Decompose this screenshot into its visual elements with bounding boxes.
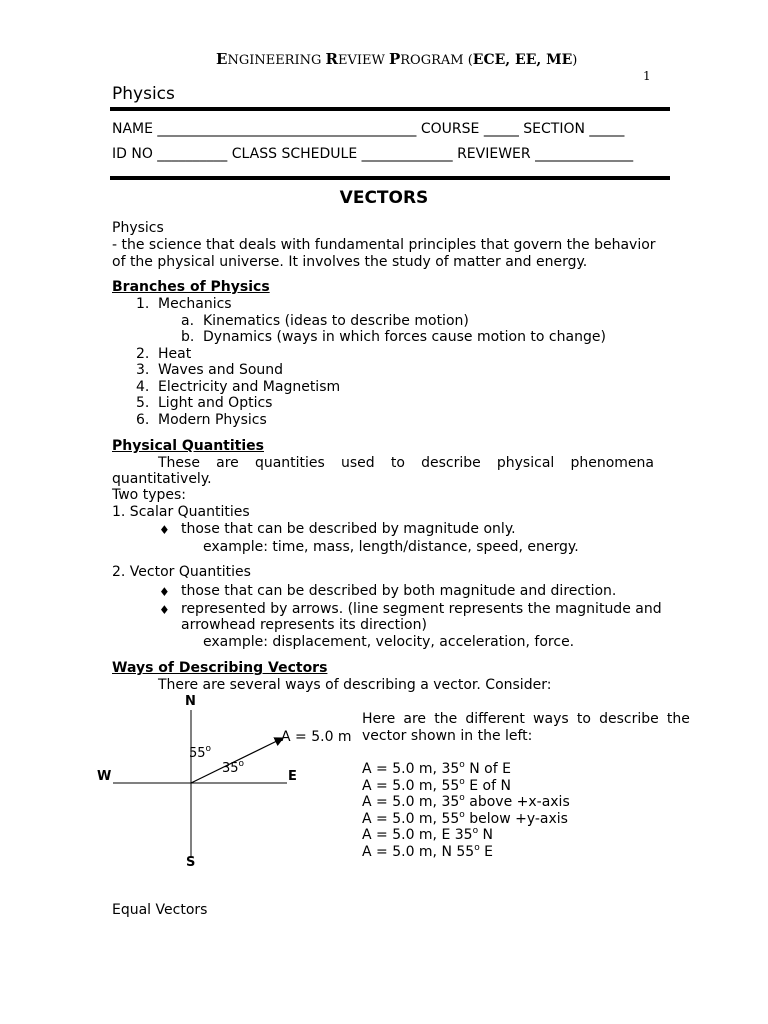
page-title: VECTORS [339,188,429,208]
quantities-intro-line2: quantitatively. [112,471,212,487]
vector-bullet-2-line2: arrowhead represents its direction) [181,617,427,633]
title-word-program: ROGRAM ( [400,53,473,68]
quantities-heading: Physical Quantities [112,438,264,454]
description-item: A = 5.0 m, 35$^o$ above +x-axis [362,793,570,810]
bullet-icon: ♦ [159,585,170,599]
bullet-icon: ♦ [159,523,170,537]
list-item: a. [181,313,195,329]
physics-term: Physics [112,220,164,236]
explain-line2: vector shown in the left: [362,728,533,744]
south-label: S [186,855,196,870]
north-label: N [185,694,196,709]
list-item: 6. [136,412,150,428]
list-item: b. [181,329,195,345]
title-initial-p: P [388,50,401,68]
description-item: A = 5.0 m, 35$^o$ N of E [362,760,511,777]
scalar-title: 1. Scalar Quantities [112,504,250,520]
title-close-paren: ) [572,53,578,68]
list-item: 4. [136,379,150,395]
list-item: Heat [158,346,192,362]
branches-heading: Branches of Physics [112,279,270,295]
list-item: Electricity and Magnetism [158,379,341,395]
description-item: A = 5.0 m, E 35$^o$ N [362,826,494,843]
angle-55-label: 55$^o$ [189,744,212,761]
physics-definition-2: of the physical universe. It involves the study of matter and energy. [112,254,588,270]
list-item: Waves and Sound [158,362,284,378]
equal-vectors-heading: Equal Vectors [112,902,208,918]
list-item: Kinematics (ideas to describe motion) [203,313,469,329]
section-field[interactable]: SECTION _____ [523,121,625,137]
schedule-field[interactable]: CLASS SCHEDULE _____________ [231,146,453,162]
describing-intro: There are several ways of describing a vector. Consider: [158,677,552,693]
course-field[interactable]: COURSE _____ [420,121,519,137]
title-word-review: EVIEW [337,53,389,68]
list-item: Modern Physics [158,412,267,428]
angle-35-label: 35$^o$ [222,759,245,776]
vector-title: 2. Vector Quantities [112,564,251,580]
vector-label: A = 5.0 m [281,729,352,745]
description-item: A = 5.0 m, N 55$^o$ E [362,843,494,860]
vector-bullet-2-line1: represented by arrows. (line segment represents the magnitude and [181,601,662,617]
list-item: 2. [136,346,150,362]
quantities-intro-line1: These are quantities used to describe physical phenomena [158,455,654,471]
physics-definition-1: - the science that deals with fundamental principles that govern the behavior [112,237,656,253]
description-item: A = 5.0 m, 55$^o$ E of N [362,777,511,794]
title-word-engineering: NGINEERING [227,53,326,68]
two-types-label: Two types: [112,487,186,503]
list-item: Light and Optics [158,395,273,411]
program-courses: ECE, EE, ME [472,52,573,68]
page-number: 1 [643,69,651,83]
title-initial-r: R [325,50,338,68]
name-field[interactable]: NAME _____________________________________ [112,121,417,137]
list-item: Dynamics (ways in which forces cause motion to change) [203,329,606,345]
list-item: Mechanics [158,296,232,312]
bullet-icon: ♦ [159,603,170,617]
list-item: 1. [136,296,150,312]
subject-label: Physics [112,84,175,104]
east-label: E [288,769,297,784]
list-item: 3. [136,362,150,378]
list-item: 5. [136,395,150,411]
explain-line1: Here are the different ways to describe the [362,711,690,727]
scalar-example: example: time, mass, length/distance, speed, energy. [203,539,579,555]
west-label: W [97,769,112,784]
describing-heading: Ways of Describing Vectors [112,660,328,676]
description-item: A = 5.0 m, 55$^o$ below +y-axis [362,810,568,827]
vector-example: example: displacement, velocity, acceleration, force. [203,634,575,650]
id-field[interactable]: ID NO __________ [112,146,228,162]
reviewer-field[interactable]: REVIEWER ______________ [457,146,634,162]
title-initial-e: E [216,50,228,68]
vector-bullet-1: those that can be described by both magnitude and direction. [181,583,617,599]
scalar-bullet: those that can be described by magnitude only. [181,521,516,537]
